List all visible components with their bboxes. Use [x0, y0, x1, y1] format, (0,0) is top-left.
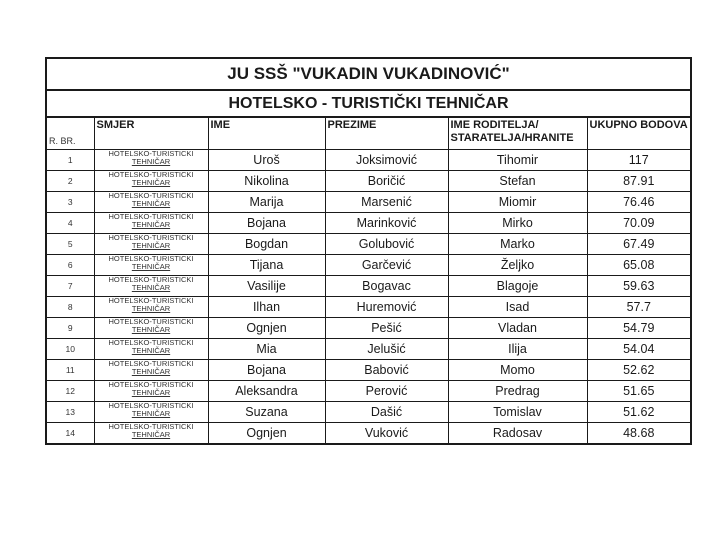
cell-bodovi: 48.68: [587, 423, 690, 444]
program-subtitle: HOTELSKO - TURISTIČKI TEHNIČAR: [47, 91, 690, 118]
cell-roditelj: Blagoje: [448, 276, 587, 297]
cell-prezime: Marinković: [325, 213, 448, 234]
cell-rbr: 6: [47, 255, 94, 276]
table-row: [47, 150, 690, 171]
cell-bodovi: 70.09: [587, 213, 690, 234]
cell-bodovi: 87.91: [587, 171, 690, 192]
cell-prezime: Boričić: [325, 171, 448, 192]
cell-smjer: [94, 423, 208, 444]
cell-prezime: Babović: [325, 360, 448, 381]
smjer-line-1: HOTELSKO-TURISTICKI: [108, 359, 194, 368]
cell-bodovi: 52.62: [587, 360, 690, 381]
cell-smjer: [94, 276, 208, 297]
table-row: [47, 297, 690, 318]
cell-prezime: Joksimović: [325, 150, 448, 171]
smjer-line-1: HOTELSKO-TURISTICKI: [108, 170, 194, 179]
table-row: [47, 213, 690, 234]
cell-prezime: Perović: [325, 381, 448, 402]
smjer-line-1: HOTELSKO-TURISTICKI: [108, 191, 194, 200]
cell-smjer: [94, 360, 208, 381]
table-row: [47, 276, 690, 297]
smjer-line-2: TEHNIČAR: [131, 178, 171, 187]
table-row: [47, 255, 690, 276]
cell-rbr: 8: [47, 297, 94, 318]
cell-rbr: 7: [47, 276, 94, 297]
table-row: [47, 381, 690, 402]
cell-bodovi: 57.7: [587, 297, 690, 318]
cell-roditelj: Željko: [448, 255, 587, 276]
table-row: [47, 339, 690, 360]
cell-rbr: 1: [47, 150, 94, 171]
cell-prezime: Dašić: [325, 402, 448, 423]
cell-smjer: [94, 171, 208, 192]
cell-bodovi: 54.79: [587, 318, 690, 339]
cell-bodovi: 54.04: [587, 339, 690, 360]
smjer-line-2: TEHNIČAR: [131, 283, 171, 292]
cell-ime: Vasilije: [208, 276, 325, 297]
cell-rbr: 2: [47, 171, 94, 192]
smjer-line-2: TEHNIČAR: [131, 430, 171, 439]
cell-ime: Tijana: [208, 255, 325, 276]
smjer-line-2: TEHNIČAR: [131, 241, 171, 250]
cell-rbr: 14: [47, 423, 94, 444]
cell-rbr: 12: [47, 381, 94, 402]
cell-smjer: [94, 213, 208, 234]
smjer-line-2: TEHNIČAR: [131, 409, 171, 418]
smjer-line-1: HOTELSKO-TURISTICKI: [108, 380, 194, 389]
table-row: [47, 318, 690, 339]
cell-rbr: 3: [47, 192, 94, 213]
cell-ime: Bojana: [208, 360, 325, 381]
cell-prezime: Pešić: [325, 318, 448, 339]
cell-roditelj: Mirko: [448, 213, 587, 234]
cell-prezime: Marsenić: [325, 192, 448, 213]
cell-ime: Ognjen: [208, 423, 325, 444]
cell-ime: Bogdan: [208, 234, 325, 255]
smjer-line-2: TEHNIČAR: [131, 199, 171, 208]
cell-roditelj: Ilija: [448, 339, 587, 360]
cell-ime: Mia: [208, 339, 325, 360]
cell-prezime: Bogavac: [325, 276, 448, 297]
cell-smjer: [94, 192, 208, 213]
cell-bodovi: 51.65: [587, 381, 690, 402]
cell-rbr: 5: [47, 234, 94, 255]
smjer-line-2: TEHNIČAR: [131, 220, 171, 229]
cell-bodovi: 67.49: [587, 234, 690, 255]
cell-ime: Marija: [208, 192, 325, 213]
table-row: [47, 192, 690, 213]
smjer-line-1: HOTELSKO-TURISTICKI: [108, 401, 194, 410]
smjer-line-2: TEHNIČAR: [131, 325, 171, 334]
cell-roditelj: Isad: [448, 297, 587, 318]
cell-roditelj: Miomir: [448, 192, 587, 213]
cell-bodovi: 117: [587, 150, 690, 171]
cell-prezime: Jelušić: [325, 339, 448, 360]
cell-rbr: 4: [47, 213, 94, 234]
cell-smjer: [94, 381, 208, 402]
cell-ime: Uroš: [208, 150, 325, 171]
cell-ime: Bojana: [208, 213, 325, 234]
header-rbr: R. BR.: [47, 118, 94, 150]
smjer-line-1: HOTELSKO-TURISTICKI: [108, 149, 194, 158]
table-row: [47, 423, 690, 444]
smjer-line-2: TEHNIČAR: [131, 388, 171, 397]
smjer-line-1: HOTELSKO-TURISTICKI: [108, 422, 194, 431]
header-bodovi: UKUPNO BODOVA: [587, 118, 690, 150]
cell-roditelj: Stefan: [448, 171, 587, 192]
cell-ime: Nikolina: [208, 171, 325, 192]
smjer-line-2: TEHNIČAR: [131, 262, 171, 271]
cell-smjer: [94, 150, 208, 171]
smjer-line-1: HOTELSKO-TURISTICKI: [108, 338, 194, 347]
header-ime: IME: [208, 118, 325, 150]
smjer-line-2: TEHNIČAR: [131, 367, 171, 376]
cell-roditelj: Radosav: [448, 423, 587, 444]
cell-smjer: [94, 339, 208, 360]
smjer-line-1: HOTELSKO-TURISTICKI: [108, 296, 194, 305]
cell-smjer: [94, 255, 208, 276]
cell-smjer: [94, 234, 208, 255]
cell-bodovi: 51.62: [587, 402, 690, 423]
cell-rbr: 13: [47, 402, 94, 423]
cell-smjer: [94, 297, 208, 318]
cell-bodovi: 59.63: [587, 276, 690, 297]
cell-roditelj: Marko: [448, 234, 587, 255]
cell-roditelj: Predrag: [448, 381, 587, 402]
school-title: JU SSŠ "VUKADIN VUKADINOVIĆ": [47, 59, 690, 91]
header-prezime: PREZIME: [325, 118, 448, 150]
smjer-line-1: HOTELSKO-TURISTICKI: [108, 233, 194, 242]
header-roditelj: IME RODITELJA/ STARATELJA/HRANITE: [448, 118, 587, 150]
cell-ime: Ognjen: [208, 318, 325, 339]
table-row: [47, 360, 690, 381]
smjer-line-1: HOTELSKO-TURISTICKI: [108, 317, 194, 326]
ranking-sheet: [45, 57, 692, 445]
cell-roditelj: Momo: [448, 360, 587, 381]
smjer-line-2: TEHNIČAR: [131, 304, 171, 313]
cell-rbr: 9: [47, 318, 94, 339]
cell-bodovi: 65.08: [587, 255, 690, 276]
cell-prezime: Vuković: [325, 423, 448, 444]
cell-roditelj: Vladan: [448, 318, 587, 339]
smjer-line-2: TEHNIČAR: [131, 346, 171, 355]
cell-prezime: Garčević: [325, 255, 448, 276]
cell-ime: Suzana: [208, 402, 325, 423]
smjer-line-1: HOTELSKO-TURISTICKI: [108, 254, 194, 263]
table-row: [47, 402, 690, 423]
cell-rbr: 11: [47, 360, 94, 381]
smjer-line-2: TEHNIČAR: [131, 157, 171, 166]
table-row: [47, 234, 690, 255]
cell-prezime: Golubović: [325, 234, 448, 255]
cell-smjer: [94, 318, 208, 339]
cell-ime: Aleksandra: [208, 381, 325, 402]
smjer-line-1: HOTELSKO-TURISTICKI: [108, 212, 194, 221]
cell-prezime: Huremović: [325, 297, 448, 318]
cell-bodovi: 76.46: [587, 192, 690, 213]
table-row: [47, 171, 690, 192]
header-row: [47, 118, 690, 150]
header-smjer: SMJER: [94, 118, 208, 150]
cell-roditelj: Tihomir: [448, 150, 587, 171]
cell-ime: Ilhan: [208, 297, 325, 318]
ranking-table: [47, 118, 690, 443]
cell-rbr: 10: [47, 339, 94, 360]
cell-roditelj: Tomislav: [448, 402, 587, 423]
cell-smjer: [94, 402, 208, 423]
smjer-line-1: HOTELSKO-TURISTICKI: [108, 275, 194, 284]
